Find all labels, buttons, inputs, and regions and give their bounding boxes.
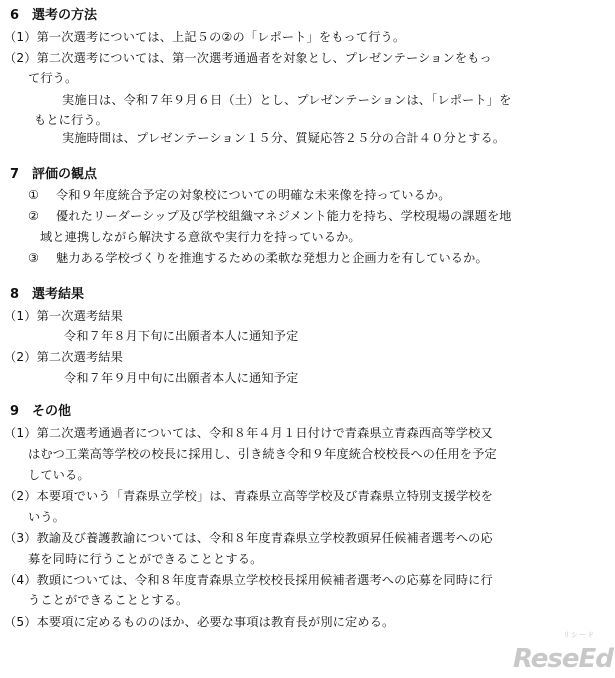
item-text-continued: はむつ工業高等学校の校長に採用し、引き続き令和９年度統合校校長への任用を予定: [28, 447, 497, 461]
item-text-continued: うことができることとする。: [28, 593, 189, 607]
item-text-continued: 域と連携しながら解決する意欲や実行力を持っているか。: [40, 230, 361, 244]
item-marker: （5）: [4, 615, 37, 629]
item-line: [4, 306, 123, 326]
item-marker: （2）: [4, 350, 37, 364]
item-text-continued: している。: [28, 468, 90, 482]
item-line: [28, 248, 488, 268]
item-text: 第二次選考結果: [36, 350, 123, 364]
paragraph-text: 令和７年９月中旬に出願者本人に通知予定: [64, 371, 299, 385]
section-heading: 8 選考結果: [10, 287, 85, 302]
item-line: [28, 185, 451, 205]
item-marker: ②: [28, 209, 40, 223]
item-marker: （1）: [4, 309, 37, 323]
item-line: [4, 48, 492, 68]
item-text: 教頭については、令和８年度青森県立学校校長採用候補者選考への応募を同時に行: [36, 573, 493, 587]
item-line: [4, 570, 493, 590]
item-text-continued: いう。: [28, 510, 66, 524]
item-text: 魅力ある学校づくりを推進するための柔軟な発想力と企画力を有しているか。: [56, 251, 488, 265]
paragraph-text: 実施日は、令和７年９月６日（土）とし、プレゼンテーションは、「レポート」を: [62, 93, 512, 107]
item-line: [4, 486, 493, 506]
paragraph-text: 令和７年８月下旬に出願者本人に通知予定: [64, 329, 299, 343]
item-line: [4, 347, 123, 367]
item-text: 第二次選考通過者については、令和８年４月１日付けで青森県立青森西高等学校又: [36, 426, 493, 440]
item-marker: （2）: [4, 51, 37, 65]
watermark-subtext: リシード: [563, 631, 595, 639]
item-text: 第一次選考については、上記５の②の「レポート」をもって行う。: [36, 30, 406, 44]
item-marker: （1）: [4, 426, 37, 440]
item-text: 本要項に定めるもののほか、必要な事項は教育長が別に定める。: [36, 615, 395, 629]
paragraph-text-continued: もとに行う。: [34, 113, 109, 127]
item-line: [4, 423, 493, 443]
item-text: 教諭及び養護教諭については、令和８年度青森県立学校教頭昇任候補者選考への応: [36, 531, 493, 545]
item-marker: （3）: [4, 531, 37, 545]
item-marker: ①: [28, 188, 40, 202]
item-marker: （4）: [4, 573, 37, 587]
section-heading: 7 評価の観点: [10, 167, 98, 182]
item-marker: （1）: [4, 30, 37, 44]
item-text: 本要項でいう「青森県立学校」は、青森県立高等学校及び青森県立特別支援学校を: [36, 489, 494, 503]
paragraph-text: 実施時間は、プレゼンテーション１５分、質疑応答２５分の合計４０分とする。: [62, 131, 506, 145]
resed-watermark-logo: [513, 630, 613, 674]
item-line: [4, 528, 493, 548]
item-line: [28, 206, 512, 226]
item-line: [4, 27, 405, 47]
item-text: 第二次選考については、第一次選考通過者を対象とし、プレゼンテーションをもっ: [36, 51, 492, 65]
item-text: 優れたリーダーシップ及び学校組織マネジメント能力を持ち、学校現場の課題を地: [56, 209, 512, 223]
item-text: 第一次選考結果: [36, 309, 123, 323]
item-marker: （2）: [4, 489, 37, 503]
item-marker: ③: [28, 251, 40, 265]
section-heading: 6 選考の方法: [10, 8, 98, 23]
section-heading: 9 その他: [10, 404, 72, 419]
item-text: 令和９年度統合予定の対象校についての明確な未来像を持っているか。: [56, 188, 451, 202]
item-line: [4, 612, 394, 632]
watermark-text: ReseEd: [513, 644, 613, 674]
item-text-continued: 募を同時に行うことができることとする。: [28, 552, 263, 566]
item-text-continued: て行う。: [28, 71, 78, 85]
